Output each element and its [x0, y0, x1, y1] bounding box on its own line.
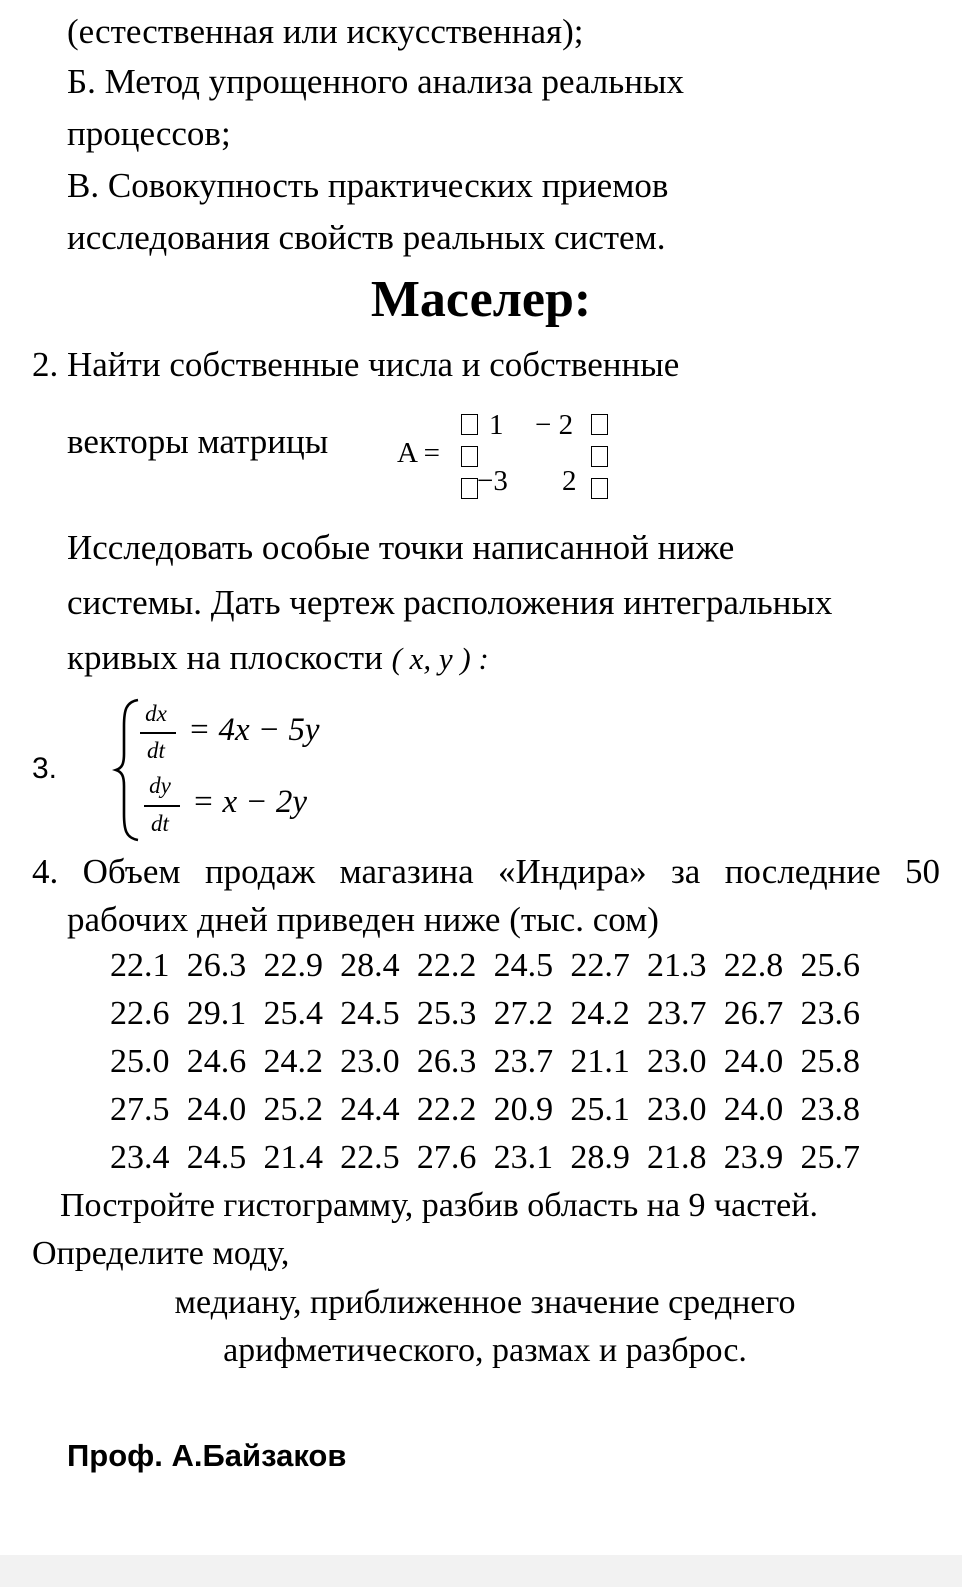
- task2-line1: 2. Найти собственные числа и собственные: [32, 345, 680, 384]
- data-row: [110, 994, 860, 1034]
- matrix-label: A =: [397, 437, 440, 469]
- data-cell: 23.7: [493, 1043, 554, 1080]
- data-cell: 21.1: [570, 1043, 630, 1080]
- eq2-denominator: dt: [151, 811, 169, 836]
- matrix-cell: 2: [562, 465, 577, 497]
- data-row: [110, 1042, 860, 1082]
- task3-number: 3.: [32, 752, 58, 785]
- data-cell: 24.2: [570, 995, 630, 1032]
- data-cell: 25.3: [416, 995, 477, 1032]
- data-cell: 22.9: [263, 947, 323, 984]
- task4-word: последние: [724, 852, 881, 891]
- data-cell: 25.6: [800, 947, 860, 984]
- data-cell: 25.0: [110, 1043, 170, 1080]
- data-cell: 23.0: [647, 1091, 707, 1128]
- task4-line2: рабочих дней приведен ниже (тыс. сом): [67, 900, 659, 939]
- data-cell: 23.7: [647, 995, 707, 1032]
- matrix-cell: 1: [489, 409, 504, 441]
- data-cell: 22.2: [416, 947, 477, 984]
- data-cell: 24.5: [340, 995, 400, 1032]
- task3-intro-line3-text: кривых на плоскости: [67, 638, 383, 677]
- data-cell: 25.7: [800, 1139, 860, 1176]
- bracket-glyph-icon: [591, 446, 608, 467]
- data-cell: 22.1: [110, 947, 170, 984]
- instruction-line4: арифметического, размах и разброс.: [223, 1332, 747, 1369]
- eq1-numerator: dx: [145, 701, 167, 726]
- page-bottom-strip: [0, 1555, 962, 1587]
- data-cell: 24.2: [263, 1043, 323, 1080]
- data-cell: 24.5: [493, 947, 554, 984]
- bracket-glyph-icon: [461, 414, 478, 435]
- task2-line2: векторы матрицы: [67, 422, 329, 461]
- option-b-line1: Б. Метод упрощенного анализа реальных: [67, 62, 684, 101]
- data-cell: 24.0: [723, 1091, 784, 1128]
- data-cell: 24.0: [186, 1091, 247, 1128]
- data-cell: 26.3: [186, 947, 247, 984]
- bracket-glyph-icon: [461, 446, 478, 467]
- eq1-rhs: = 4x − 5y: [188, 712, 320, 748]
- option-b-line2: процессов;: [67, 114, 231, 153]
- signature: Проф. А.Байзаков: [67, 1438, 347, 1473]
- data-cell: 29.1: [186, 995, 247, 1032]
- task4-line1: [32, 852, 940, 892]
- data-cell: 20.9: [493, 1091, 554, 1128]
- data-row: [110, 1138, 860, 1178]
- data-cell: 27.5: [110, 1091, 170, 1128]
- eq2-rhs: = x − 2y: [192, 784, 308, 820]
- data-cell: 23.1: [493, 1139, 554, 1176]
- data-cell: 25.2: [263, 1091, 323, 1128]
- data-cell: 21.3: [647, 947, 707, 984]
- data-cell: 28.4: [340, 947, 400, 984]
- bracket-glyph-icon: [591, 414, 608, 435]
- task4-word: 50: [905, 852, 941, 891]
- data-cell: 23.0: [340, 1043, 400, 1080]
- data-cell: 22.8: [723, 947, 784, 984]
- data-row: [110, 1090, 860, 1130]
- eq1-denominator: dt: [147, 738, 165, 763]
- section-title: Маселер:: [370, 271, 592, 328]
- data-cell: 28.9: [570, 1139, 630, 1176]
- option-v-line2: исследования свойств реальных систем.: [67, 218, 666, 257]
- bracket-glyph-icon: [461, 478, 478, 499]
- data-cell: 26.7: [723, 995, 784, 1032]
- intro-line: (естественная или искусственная);: [67, 12, 584, 51]
- task4-word: 4. Объем: [32, 852, 181, 891]
- data-cell: 22.2: [416, 1091, 477, 1128]
- data-cell: 23.4: [110, 1139, 170, 1176]
- data-cell: 23.8: [800, 1091, 860, 1128]
- data-cell: 23.9: [723, 1139, 784, 1176]
- task4-word: за: [670, 852, 701, 891]
- task3-intro-line2: системы. Дать чертеж расположения интегральных: [67, 583, 833, 622]
- plane-coords: ( x, y ) :: [391, 641, 489, 676]
- option-v-line1: В. Совокупность практических приемов: [67, 166, 669, 205]
- data-cell: 27.2: [493, 995, 554, 1032]
- data-cell: 24.5: [186, 1139, 247, 1176]
- task3-intro-line1: Исследовать особые точки написанной ниже: [67, 528, 735, 567]
- data-cell: 24.6: [186, 1043, 247, 1080]
- data-cell: 22.5: [340, 1139, 400, 1176]
- eq2-fraction-bar: [144, 805, 180, 807]
- task4-word: «Индира»: [498, 852, 647, 891]
- data-cell: 21.8: [647, 1139, 707, 1176]
- data-cell: 27.6: [416, 1139, 477, 1176]
- task4-word: продаж: [204, 852, 316, 891]
- data-row: [110, 946, 860, 986]
- data-cell: 23.6: [800, 995, 860, 1032]
- eq1-fraction-bar: [140, 732, 176, 734]
- data-cell: 25.4: [263, 995, 323, 1032]
- data-cell: 26.3: [416, 1043, 477, 1080]
- matrix-cell: − 2: [535, 409, 574, 441]
- data-cell: 25.1: [570, 1091, 630, 1128]
- instruction-line1: Постройте гистограмму, разбив область на 9 частей.: [60, 1187, 818, 1224]
- data-cell: 23.0: [647, 1043, 707, 1080]
- instruction-line2: Определите моду,: [32, 1235, 290, 1272]
- task4-word: магазина: [339, 852, 474, 891]
- matrix-a: [397, 408, 627, 508]
- data-cell: 24.4: [340, 1091, 400, 1128]
- task3-intro-line3: [67, 638, 489, 679]
- bracket-glyph-icon: [591, 478, 608, 499]
- data-cell: 22.7: [570, 947, 630, 984]
- data-cell: 21.4: [263, 1139, 323, 1176]
- data-cell: 24.0: [723, 1043, 784, 1080]
- data-cell: 25.8: [800, 1043, 860, 1080]
- eq2-numerator: dy: [149, 773, 171, 798]
- instruction-line3: медиану, приближенное значение среднего: [174, 1284, 796, 1321]
- matrix-cell: −3: [477, 465, 508, 497]
- data-cell: 22.6: [110, 995, 170, 1032]
